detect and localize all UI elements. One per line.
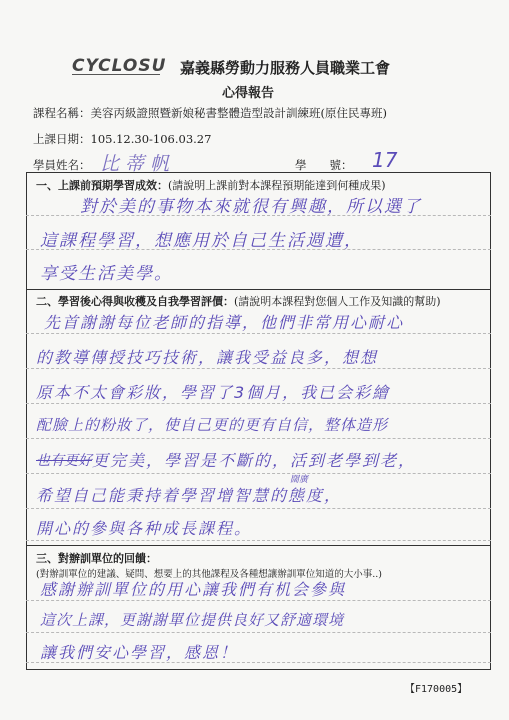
- section1-line-2: 這課程學習，想應用於自己生活週遭，: [40, 231, 363, 251]
- section2-line-2: 的教導傳授技巧技術，讓我受益良多，想想: [36, 348, 379, 367]
- org-logo: CYCLOSU: [72, 56, 167, 76]
- course-value: 美容丙級證照暨新娘秘書整體造型設計訓練班(原住民專班): [90, 106, 387, 120]
- ruled-line: [26, 333, 491, 334]
- ruled-line: [26, 508, 491, 509]
- dates-value: 105.12.30-106.03.27: [90, 132, 212, 146]
- section-divider: [26, 289, 491, 290]
- section2-line-7: 開心的參與各种成長課程。: [36, 519, 253, 538]
- ruled-line: [26, 540, 491, 541]
- organization-name: 嘉義縣勞動力服務人員職業工會: [180, 59, 391, 77]
- student-id-label: 學 號：: [295, 158, 353, 172]
- report-title: 心得報告: [222, 86, 275, 101]
- course-label: 課程名稱：: [33, 106, 91, 120]
- ruled-line: [26, 403, 491, 404]
- dates-row: [33, 131, 211, 147]
- section2-line-3: 原本不太會彩妝，學習了3個月，我已会彩繪: [36, 383, 391, 402]
- dates-label: 上課日期：: [33, 132, 91, 146]
- section2-line-1: 先首謝謝每位老師的指導，他們非常用心耐心: [44, 313, 405, 332]
- ruled-line: [26, 368, 491, 369]
- student-name-value: 比蒂帆: [100, 153, 176, 175]
- section2-heading: [36, 293, 441, 309]
- student-id-value: 17: [372, 148, 398, 172]
- section2-note: (請說明本課程對您個人工作及知識的幫助): [234, 295, 441, 308]
- section-divider: [26, 545, 491, 546]
- section2-heading-text: 二、學習後心得與收穫及自我學習評價：: [36, 295, 234, 308]
- section2-strikethrough: 也有更好: [36, 453, 92, 469]
- ruled-line: [26, 438, 491, 439]
- section1-line-3: 享受生活美學。: [40, 264, 173, 284]
- ruled-line: [26, 600, 491, 601]
- student-name-label: 學員姓名：: [33, 158, 91, 172]
- section3-heading: 三、對辦訓單位的回饋：: [36, 552, 157, 565]
- section1-heading-text: 一、上課前預期學習成效：: [36, 179, 168, 192]
- logo-underline: [72, 74, 160, 75]
- section2-line-4: 配臉上的粉妝了，使自己更的更有自信，整体造形: [36, 416, 389, 434]
- section2-insertion: 闊廣: [290, 475, 309, 485]
- section3-line-3: 讓我們安心學習，感恩！: [40, 643, 239, 662]
- form-code: 【F170005】: [405, 684, 468, 695]
- section1-note: (請說明上課前對本課程預期能達到何種成果): [168, 179, 386, 192]
- ruled-line: [26, 473, 491, 474]
- section3-line-2: 這次上課，更謝謝單位提供良好又舒適環境: [40, 611, 345, 629]
- section2-line-5: 更完美，學習是不斷的，活到老學到老，: [92, 451, 417, 470]
- section2-line-6: 希望自己能秉持着學習增智慧的態度，: [36, 486, 343, 505]
- course-row: [33, 105, 387, 121]
- section3-note: (對辦訓單位的建議、疑問、想要上的其他課程及各種想讓辦訓單位知道的大小事..): [36, 569, 382, 580]
- section1-line-1: 對於美的事物本來就很有興趣，所以選了: [80, 197, 422, 217]
- section1-heading: [36, 177, 386, 193]
- ruled-line: [26, 632, 491, 633]
- section3-line-1: 感謝辦訓單位的用心讓我們有机会參與: [40, 580, 347, 599]
